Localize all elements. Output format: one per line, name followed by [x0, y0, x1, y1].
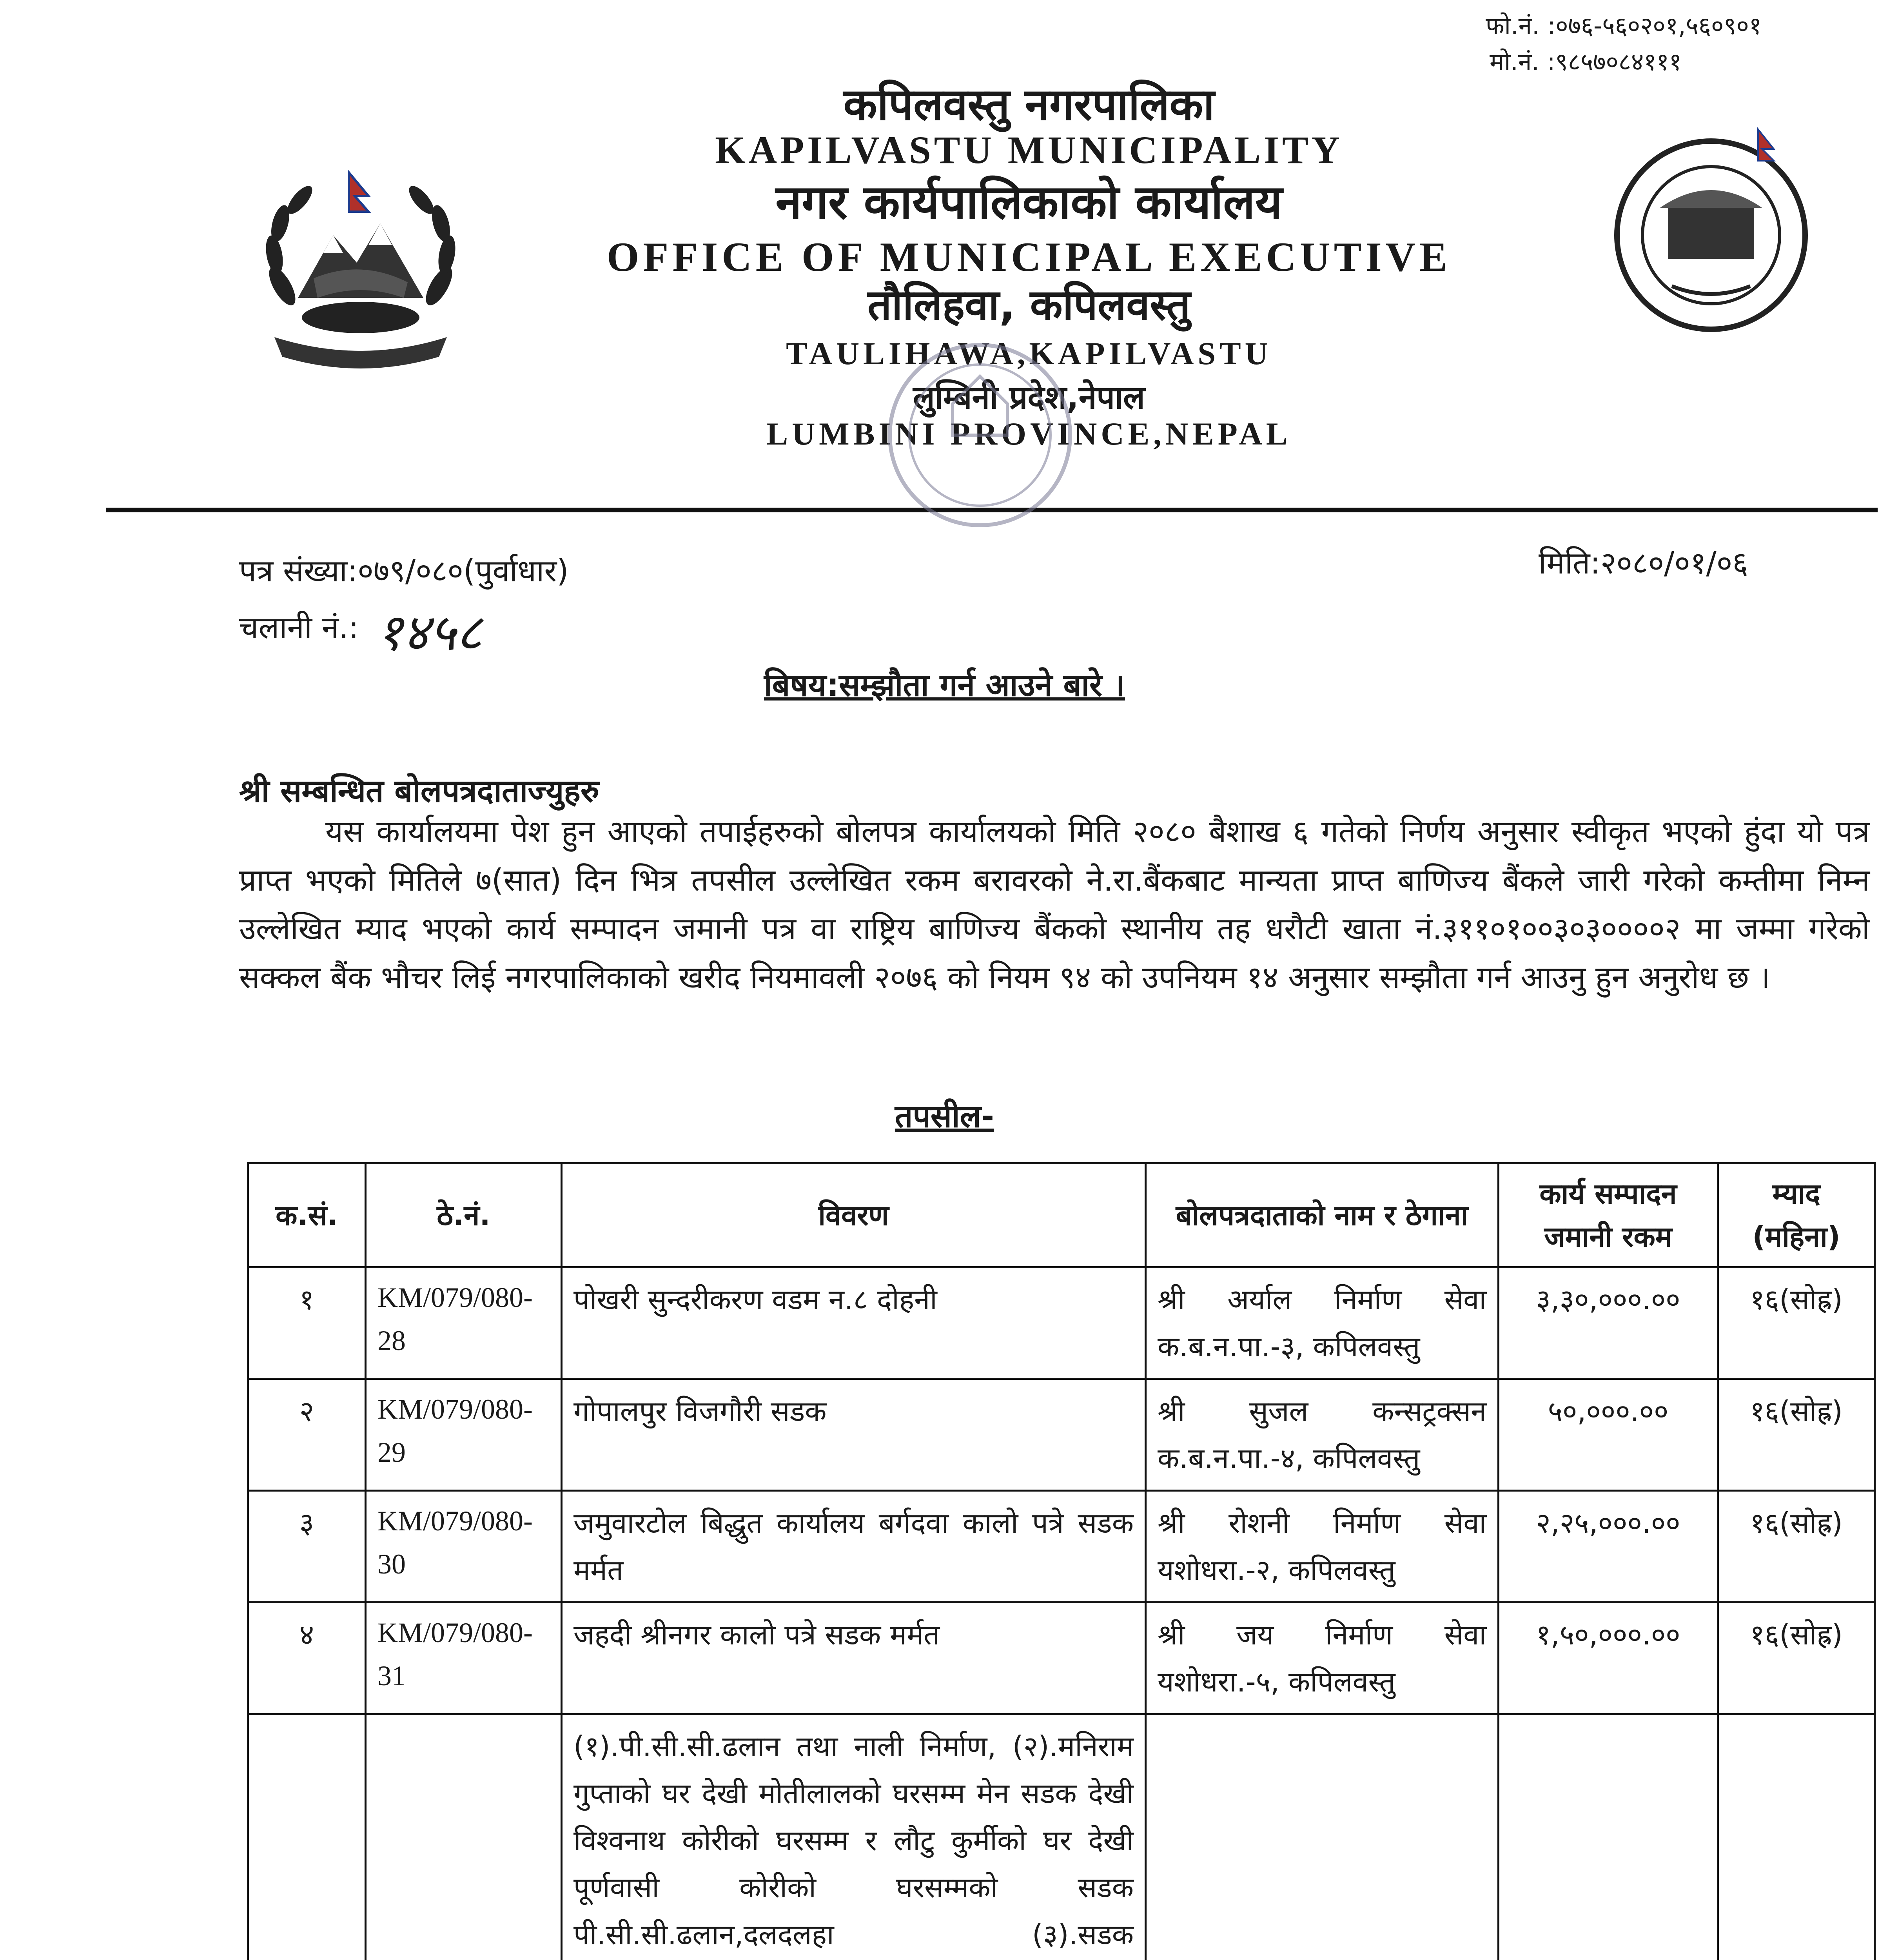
dispatch-label: चलानी नं.: — [239, 610, 359, 646]
mobile-number: मो.नं. :९८५७०८४१११ — [1490, 47, 1682, 76]
cell-duration — [1718, 1714, 1875, 1960]
salutation: श्री सम्बन्धित बोलपत्रदाताज्युहरु — [239, 773, 599, 809]
letter-date: मिति:२०८०/०१/०६ — [1539, 546, 1748, 581]
cell-description: गोपालपुर विजगौरी सडक — [562, 1379, 1146, 1491]
cell-description: (१).पी.सी.सी.ढलान तथा नाली निर्माण, (२).मनिराम गुप्ताको घर देखी मोतीलालको घरसम्म मेन सडक देखी विश्वनाथ कोरीको घरसम्म र लौटु कुर्मीको घर देखी पूर्णवासी कोरीको घरसम्मको सडक पी.सी.सी.ढलान,दलदलहा (३).सडक — [562, 1714, 1146, 1960]
table-row — [248, 1267, 1875, 1379]
table-row — [248, 1602, 1875, 1714]
table-header-row — [248, 1163, 1875, 1267]
cell-sn: ३ — [248, 1491, 366, 1602]
header-description: विवरण — [562, 1163, 1146, 1267]
header-sn: क.सं. — [248, 1163, 366, 1267]
cell-bidder: श्री अर्याल निर्माण सेवा क.ब.न.पा.-३, कपिलवस्तु — [1146, 1267, 1499, 1379]
cell-amount: १,५०,०००.०० — [1499, 1602, 1718, 1714]
province-english: LUMBINI PROVINCE,NEPAL — [766, 416, 1292, 452]
cell-duration: १६(सोह्र) — [1718, 1602, 1875, 1714]
table-row — [248, 1714, 1875, 1960]
cell-description: पोखरी सुन्दरीकरण वडम न.८ दोहनी — [562, 1267, 1146, 1379]
cell-contract-no: KM/079/080-28 — [366, 1267, 562, 1379]
table-row — [248, 1491, 1875, 1602]
phone-number: फो.नं. :०७६-५६०२०१,५६०९०१ — [1486, 11, 1762, 40]
schedule-heading-text: तपसील- — [895, 1098, 994, 1134]
cell-duration: १६(सोह्र) — [1718, 1267, 1875, 1379]
header-duration: म्याद (महिना) — [1718, 1163, 1875, 1267]
office-name-nepali: नगर कार्यपालिकाको कार्यालय — [775, 175, 1283, 230]
cell-amount: २,२५,०००.०० — [1499, 1491, 1718, 1602]
municipality-name-english: KAPILVASTU MUNICIPALITY — [715, 128, 1343, 172]
letter-subject — [0, 662, 1889, 705]
header-contract-no: ठे.नं. — [366, 1163, 562, 1267]
cell-bidder: श्री रोशनी निर्माण सेवा यशोधरा.-२, कपिलवस्तु — [1146, 1491, 1499, 1602]
office-stamp — [843, 306, 1117, 659]
cell-bidder: श्री जय निर्माण सेवा यशोधरा.-५, कपिलवस्तु — [1146, 1602, 1499, 1714]
province-nepali: लुम्बिनी प्रदेश,नेपाल — [913, 379, 1145, 416]
cell-bidder: श्री सुजल कन्सट्रक्सन क.ब.न.पा.-४, कपिलवस्तु — [1146, 1379, 1499, 1491]
cell-bidder — [1146, 1714, 1499, 1960]
header-bidder: बोलपत्रदाताको नाम र ठेगाना — [1146, 1163, 1499, 1267]
subject-text: बिषय:सम्झौता गर्न आउने बारे । — [764, 667, 1125, 703]
cell-contract-no: KM/079/080-31 — [366, 1602, 562, 1714]
cell-description: जहदी श्रीनगर कालो पत्रे सडक मर्मत — [562, 1602, 1146, 1714]
cell-description: जमुवारटोल बिद्धुत कार्यालय बर्गदवा कालो पत्रे सडक मर्मत — [562, 1491, 1146, 1602]
cell-amount: ५०,०००.०० — [1499, 1379, 1718, 1491]
place-nepali: तौलिहवा, कपिलवस्तु — [867, 281, 1190, 330]
cell-sn: ४ — [248, 1602, 366, 1714]
cell-duration: १६(सोह्र) — [1718, 1379, 1875, 1491]
dispatch-number-handwritten: १४५८ — [376, 603, 483, 662]
table-row — [248, 1379, 1875, 1491]
cell-sn — [248, 1714, 366, 1960]
cell-contract-no: KM/079/080-30 — [366, 1491, 562, 1602]
letter-body: यस कार्यालयमा पेश हुन आएको तपाईहरुको बोलपत्र कार्यालयको मिति २०८० बैशाख ६ गतेको निर्णय अनुसार स्वीकृत भएको हुंदा यो पत्र प्राप्त भएको मितिले ७(सात) दिन भित्र तपसील उल्लेखित रकम बरावरको ने.रा.बैंकबाट मान्यता प्राप्त बाणिज्य बैंकले जारी गरेको कम्तीमा निम्न उल्लेखित म्याद भएको कार्य सम्पादन जमानी पत्र वा राष्ट्रिय बाणिज्य बैंकको स्थानीय तह धरौटी खाता नं.३११०१००३०३००००२ मा जम्मा गरेको सक्कल बैंक भौचर लिई नगरपालिकाको खरीद नियमावली २०७६ को नियम ९४ को उपनियम १४ अनुसार सम्झौता गर्न आउनु हुन अनुरोध छ । — [239, 814, 1870, 995]
cell-contract-no — [366, 1714, 562, 1960]
letter-reference-number: पत्र संख्या:०७९/०८०(पुर्वाधार) — [239, 554, 569, 589]
cell-amount: ३,३०,०००.०० — [1499, 1267, 1718, 1379]
place-english: TAULIHAWA,KAPILVASTU — [786, 336, 1272, 371]
cell-amount — [1499, 1714, 1718, 1960]
municipality-seal-logo — [1601, 118, 1821, 337]
cell-sn: २ — [248, 1379, 366, 1491]
municipality-name-nepali: कपिलवस्तु नगरपालिका — [843, 79, 1215, 130]
header-contact — [1486, 8, 1878, 80]
cell-contract-no: KM/079/080-29 — [366, 1379, 562, 1491]
nepal-emblem-logo — [251, 169, 470, 372]
cell-sn: १ — [248, 1267, 366, 1379]
schedule-heading — [0, 1094, 1889, 1136]
office-name-english: OFFICE OF MUNICIPAL EXECUTIVE — [607, 234, 1451, 280]
cell-duration: १६(सोह्र) — [1718, 1491, 1875, 1602]
schedule-table — [247, 1162, 1876, 1960]
header-amount: कार्य सम्पादन जमानी रकम — [1499, 1163, 1718, 1267]
